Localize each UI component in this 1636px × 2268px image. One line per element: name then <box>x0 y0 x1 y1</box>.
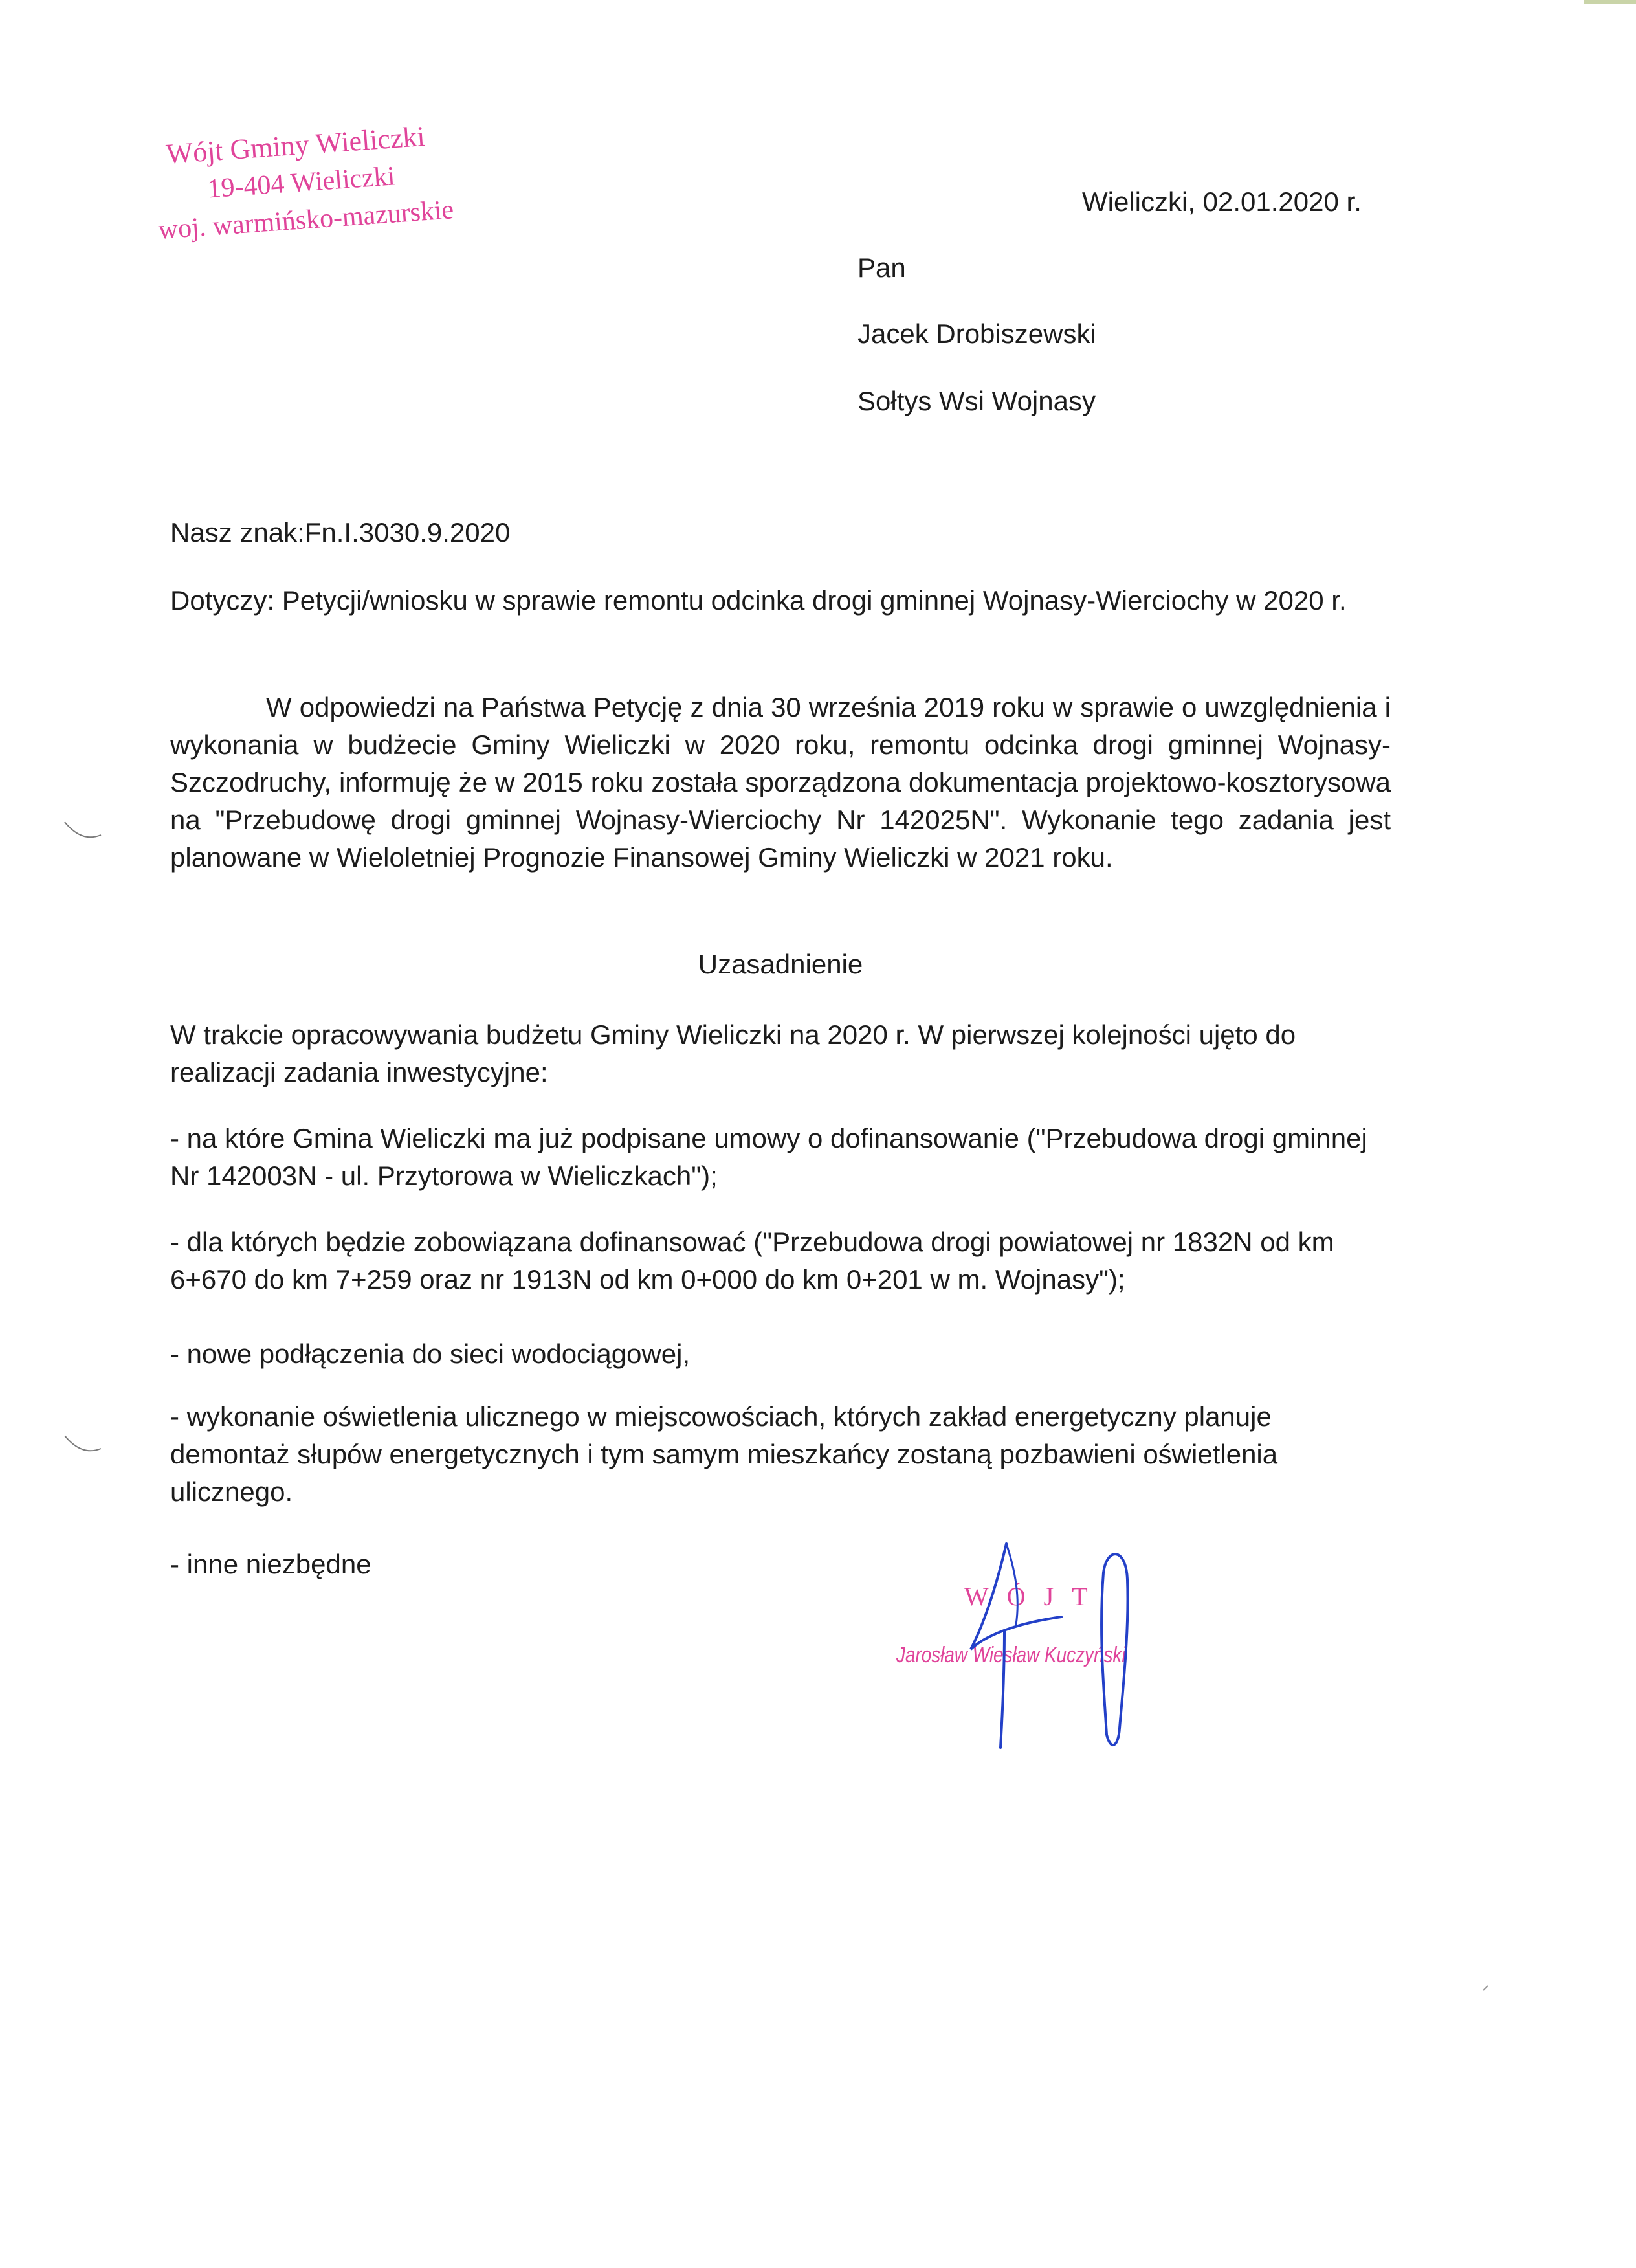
list-item: - na które Gmina Wieliczki ma już podpisane umowy o dofinansowanie ("Przebudowa drogi gminnej Nr 142003N - ul. Przytorowa w Wieliczkach"); <box>170 1123 1367 1191</box>
list-item: - nowe podłączenia do sieci wodociągowej, <box>170 1339 691 1369</box>
justification-heading: Uzasadnienie <box>698 949 863 979</box>
list-item: - wykonanie oświetlenia ulicznego w miejscowościach, których zakład energetyczny planuje demontaż słupów energetycznych i tym samym mieszkańcy zostaną pozbawieni oświetlenia ulicznego. <box>170 1401 1278 1507</box>
letter-subject: Dotyczy: Petycji/wniosku w sprawie remontu odcinka drogi gminnej Wojnasy-Wierciochy w 2020 r. <box>170 585 1347 616</box>
signature-stamp-title: WÓJT <box>964 1582 1106 1611</box>
recipient-role: Sołtys Wsi Wojnasy <box>857 386 1096 416</box>
punch-hole-mark <box>62 1430 104 1456</box>
scan-speck <box>1482 1984 1490 1992</box>
reference-number: Nasz znak:Fn.I.3030.9.2020 <box>170 517 511 548</box>
stamp-line-2: 19-404 Wieliczki <box>206 161 396 205</box>
punch-hole-mark <box>62 817 104 843</box>
recipient-salutation: Pan <box>857 252 906 283</box>
stamp-line-1: Wójt Gminy Wieliczki <box>164 120 426 170</box>
list-item: - inne niezbędne <box>170 1549 371 1579</box>
paragraph-justification: W trakcie opracowywania budżetu Gminy Wieliczki na 2020 r. W pierwszej kolejności ujęto do realizacji zadania inwestycyjne: <box>170 1019 1296 1087</box>
paragraph-response: W odpowiedzi na Państwa Petycję z dnia 30 września 2019 roku w sprawie o uwzględnienia i wykonania w budżecie Gminy Wieliczki w 2020 roku, remontu odcinka drogi gminnej Wojnasy-Szczodruchy, informuję że w 2015 roku została sporządzona dokumentacja projektowo-kosztorysowa na "Przebudowę drogi gminnej Wojnasy-Wierciochy Nr 142025N". Wykonanie tego zadania jest planowane w Wieloletniej Prognozie Finansowej Gminy Wieliczki w 2021 roku. <box>170 692 1391 873</box>
list-item: - dla których będzie zobowiązana dofinansować ("Przebudowa drogi powiatowej nr 1832N od km 6+670 do km 7+259 oraz nr 1913N od km 0+000 do km 0+201 w m. Wojnasy"); <box>170 1227 1334 1295</box>
recipient-name: Jacek Drobiszewski <box>857 318 1096 349</box>
signature-stamp-name: Jarosław Wiesław Kuczyński <box>896 1643 1126 1667</box>
scan-edge-mark <box>1584 0 1636 4</box>
stamp-line-3: woj. warmińsko-mazurskie <box>157 195 455 245</box>
handwritten-signature <box>893 1534 1165 1761</box>
letter-date: Wieliczki, 02.01.2020 r. <box>1082 186 1362 217</box>
